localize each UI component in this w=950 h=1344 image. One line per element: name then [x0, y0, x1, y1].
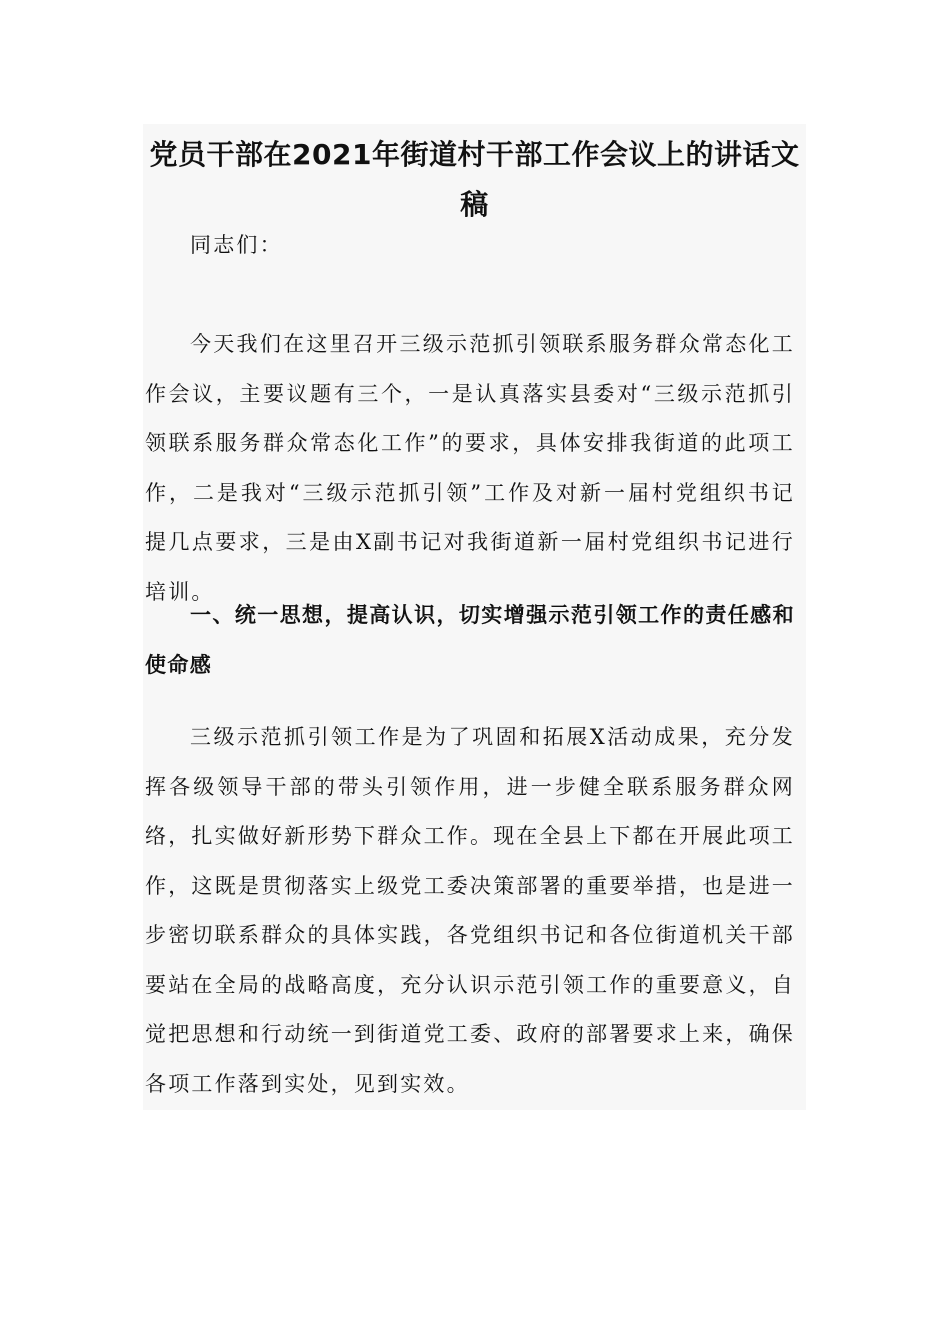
document-title: 党员干部在2021年街道村干部工作会议上的讲话文稿	[149, 138, 800, 221]
section-heading: 一、统一思想，提高认识，切实增强示范引领工作的责任感和使命感	[145, 603, 795, 677]
paragraph-intro: 今天我们在这里召开三级示范抓引领联系服务群众常态化工作会议，主要议题有三个，一是认真落实县委对“三级示范抓引领联系服务群众常态化工作”的要求，具体安排我街道的此项工作，二是我对“三级示范抓引领”工作及对新一届村党组织书记提几点要求，三是由X副书记对我街道新一届村党组织书记进行培训。	[145, 332, 795, 604]
paragraph-body: 三级示范抓引领工作是为了巩固和拓展X活动成果，充分发挥各级领导干部的带头引领作用，进一步健全联系服务群众网络，扎实做好新形势下群众工作。现在全县上下都在开展此项工作，这既是贯彻落实上级党工委决策部署的重要举措，也是进一步密切联系群众的具体实践，各党组织书记和各位街道机关干部要站在全局的战略高度，充分认识示范引领工作的重要意义，自觉把思想和行动统一到街道党工委、政府的部署要求上来，确保各项工作落到实处，见到实效。	[145, 725, 795, 1096]
salutation: 同志们：	[190, 233, 283, 257]
